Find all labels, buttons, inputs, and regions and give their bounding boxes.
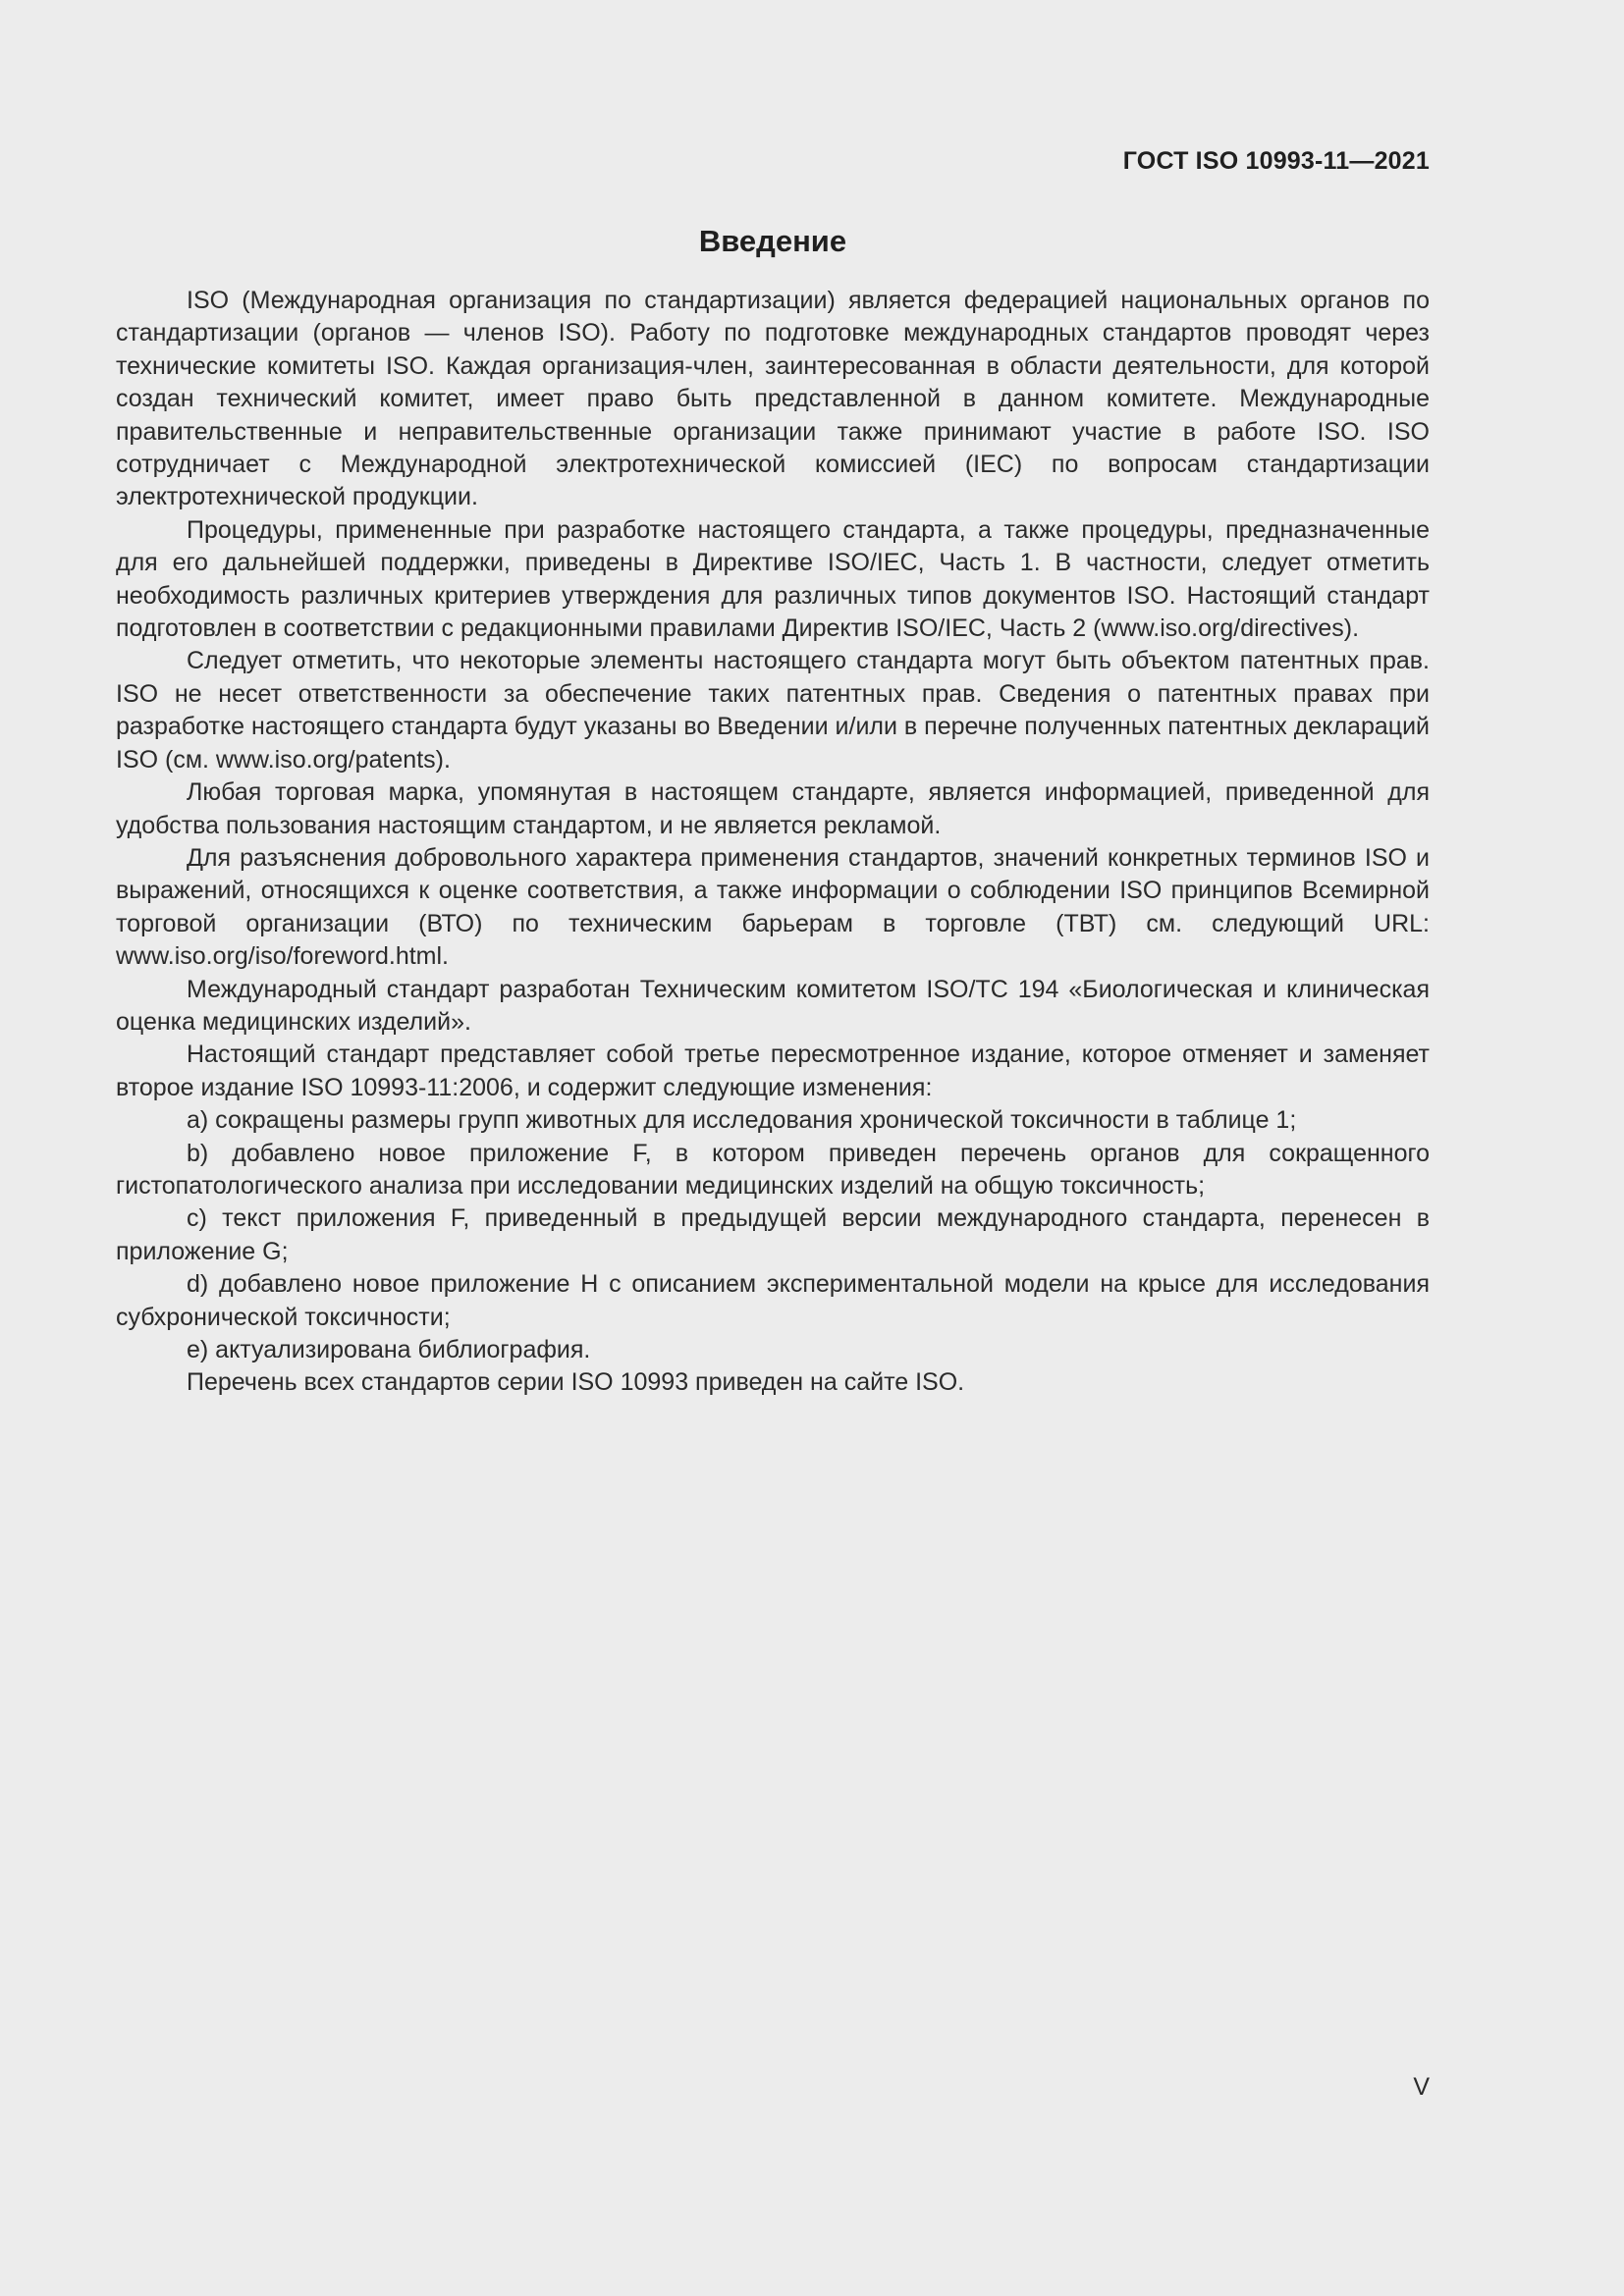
list-item-a: a) сокращены размеры групп животных для исследования хронической токсичности в таблице 1; <box>187 1106 1297 1135</box>
list-item-b: b) добавлено новое приложение F, в котором приведен перечень органов для сокращенного гистопатологического анализа при исследовании медицинских изделий на общую токсичность; <box>116 1139 1430 1200</box>
paragraph-series-list: Перечень всех стандартов серии ISO 10993 приведен на сайте ISO. <box>187 1368 965 1397</box>
list-item-d: d) добавлено новое приложение H с описанием экспериментальной модели на крысе для исследования субхронической токсичности; <box>116 1270 1430 1331</box>
list-item-e: e) актуализирована библиография. <box>187 1336 591 1363</box>
paragraph-trademark: Любая торговая марка, упомянутая в настоящем стандарте, является информацией, приведенной для удобства пользования настоящим стандартом, и не является рекламой. <box>116 778 1430 839</box>
section-title: Введение <box>698 224 847 258</box>
page-number: V <box>1413 2073 1430 2101</box>
document-code: ГОСТ ISO 10993-11—2021 <box>1122 147 1430 175</box>
paragraph-iso-intro: ISO (Международная организация по стандартизации) является федерацией национальных органов по стандартизации (органов — членов ISO). Работу по подготовке международных стандартов проводят через технические комитеты ISO. Каждая организация-член, заинтересованная в области деятельности, для которой создан технический комитет, имеет право быть представленной в данном комитете. Международные правительственные и неправительственные организации также принимают участие в работе ISO. ISO сотрудничает с Международной электротехнической комиссией (IEC) по вопросам стандартизации электротехнической продукции. <box>116 287 1430 511</box>
paragraph-committee: Международный стандарт разработан Техническим комитетом ISO/TC 194 «Биологическая и клиническая оценка медицинских изделий». <box>116 975 1430 1036</box>
paragraph-voluntary: Для разъяснения добровольного характера применения стандартов, значений конкретных терминов ISO и выражений, относящихся к оценке соответствия, а также информации о соблюдении ISO принципов Всемирной торговой организации (ВТО) по техническим барьерам в торговле (ТВТ) см. следующий URL: www.iso.org/iso/foreword.html. <box>116 843 1430 971</box>
paragraph-edition: Настоящий стандарт представляет собой третье пересмотренное издание, которое отменяет и заменяет второе издание ISO 10993-11:2006, и содержит следующие изменения: <box>116 1041 1430 1101</box>
paragraph-patents: Следует отметить, что некоторые элементы настоящего стандарта могут быть объектом патентных прав. ISO не несет ответственности за обеспечение таких патентных прав. Сведения о патентных правах при разработке настоящего стандарта будут указаны во Введении и/или в перечне полученных патентных деклараций ISO (см. www.iso.org/patents). <box>116 647 1430 774</box>
paragraph-procedures: Процедуры, примененные при разработке настоящего стандарта, а также процедуры, предназначенные для его дальнейшей поддержки, приведены в Директиве ISO/IEC, Часть 1. В частности, следует отметить необходимость различных критериев утверждения для различных типов документов ISO. Настоящий стандарт подготовлен в соответствии с редакционными правилами Директив ISO/IEC, Часть 2 (www.iso.org/directives). <box>116 515 1430 643</box>
list-item-c: c) текст приложения F, приведенный в предыдущей версии международного стандарта, перенесен в приложение G; <box>116 1204 1430 1265</box>
body-text <box>116 285 1430 1400</box>
